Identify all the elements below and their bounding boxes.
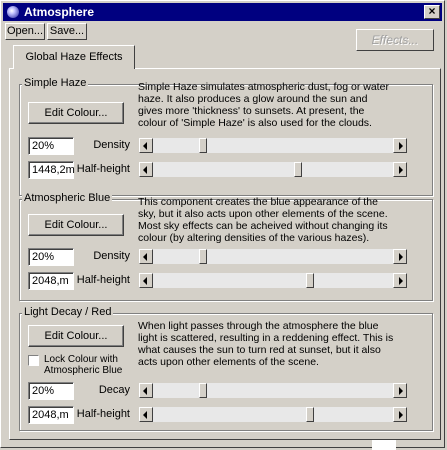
slider-left-arrow-icon[interactable] — [139, 383, 153, 398]
slider-right-arrow-icon[interactable] — [393, 249, 407, 264]
light-decay-decay-field[interactable]: 20% — [28, 382, 74, 400]
slider-right-arrow-icon[interactable] — [393, 273, 407, 288]
atmospheric-blue-half-height-slider[interactable] — [138, 272, 408, 289]
slider-thumb[interactable] — [306, 407, 314, 422]
simple-haze-density-label: Density — [93, 139, 130, 151]
atmospheric-blue-half-height-label: Half-height — [76, 274, 130, 286]
simple-haze-half-height-field[interactable]: 1448,2m — [28, 161, 74, 179]
slider-left-arrow-icon[interactable] — [139, 407, 153, 422]
simple-haze-edit-colour-button[interactable]: Edit Colour... — [28, 102, 124, 124]
background-patch — [372, 440, 396, 450]
simple-haze-density-slider[interactable] — [138, 137, 408, 154]
simple-haze-half-height-label: Half-height — [76, 163, 130, 175]
light-decay-edit-colour-button[interactable]: Edit Colour... — [28, 325, 124, 347]
atmospheric-blue-density-slider[interactable] — [138, 248, 408, 265]
atmospheric-blue-description: This component creates the blue appearance of the sky, but it also acts upon other elements of the scene. Most sky effects can be acheived without changing its colour (by altering densities of the various hazes). — [138, 196, 388, 244]
slider-right-arrow-icon[interactable] — [393, 407, 407, 422]
lock-colour-checkbox[interactable] — [28, 355, 39, 366]
atmospheric-blue-title: Atmospheric Blue — [24, 192, 111, 204]
slider-left-arrow-icon[interactable] — [139, 162, 153, 177]
save-button[interactable]: Save... — [47, 23, 87, 40]
light-decay-half-height-slider[interactable] — [138, 406, 408, 423]
slider-thumb[interactable] — [199, 249, 207, 264]
open-button[interactable]: Open... — [5, 23, 45, 40]
globe-icon — [6, 5, 20, 19]
slider-thumb[interactable] — [199, 383, 207, 398]
tab-global-haze-effects[interactable]: Global Haze Effects — [13, 45, 135, 69]
simple-haze-density-field[interactable]: 20% — [28, 137, 74, 155]
close-button[interactable]: × — [424, 5, 440, 19]
light-decay-decay-slider[interactable] — [138, 382, 408, 399]
light-decay-description: When light passes through the atmosphere the blue light is scattered, resulting in a reddening effect. This is what causes the sun to turn red at sunset, but it also acts upon other elements of the scene. — [138, 320, 394, 368]
window-title: Atmosphere — [24, 5, 95, 19]
atmospheric-blue-density-label: Density — [93, 250, 130, 262]
atmospheric-blue-density-field[interactable]: 20% — [28, 248, 74, 266]
slider-left-arrow-icon[interactable] — [139, 138, 153, 153]
slider-left-arrow-icon[interactable] — [139, 273, 153, 288]
atmospheric-blue-group — [19, 192, 433, 301]
light-decay-decay-label: Decay — [98, 384, 130, 396]
simple-haze-title: Simple Haze — [24, 77, 87, 89]
light-decay-title: Light Decay / Red — [24, 306, 112, 318]
light-decay-half-height-label: Half-height — [76, 408, 130, 420]
slider-thumb[interactable] — [294, 162, 302, 177]
simple-haze-group — [19, 77, 433, 196]
atmospheric-blue-edit-colour-button[interactable]: Edit Colour... — [28, 214, 124, 236]
tab-panel — [9, 68, 441, 440]
atmospheric-blue-half-height-field[interactable]: 2048,m — [28, 272, 74, 290]
light-decay-half-height-field[interactable]: 2048,m — [28, 406, 74, 424]
effects-button[interactable]: Effects... — [356, 29, 434, 51]
slider-right-arrow-icon[interactable] — [393, 162, 407, 177]
simple-haze-description: Simple Haze simulates atmospheric dust, fog or water haze. It also produces a glow around the sun and gives more 'thickness' to sunsets. At present, the colour of 'Simple Haze' is also used for the clouds. — [138, 81, 389, 129]
simple-haze-half-height-slider[interactable] — [138, 161, 408, 178]
slider-left-arrow-icon[interactable] — [139, 249, 153, 264]
light-decay-group — [19, 306, 433, 431]
slider-right-arrow-icon[interactable] — [393, 383, 407, 398]
slider-thumb[interactable] — [306, 273, 314, 288]
lock-colour-label: Lock Colour with Atmospheric Blue — [44, 354, 123, 376]
title-bar[interactable] — [3, 3, 442, 21]
slider-thumb[interactable] — [199, 138, 207, 153]
slider-right-arrow-icon[interactable] — [393, 138, 407, 153]
